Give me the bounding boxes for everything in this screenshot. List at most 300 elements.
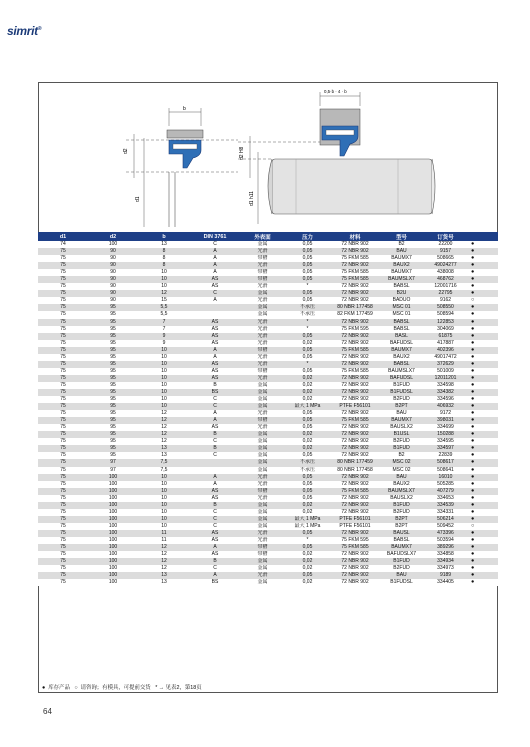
product-table-wrap (38, 232, 498, 586)
page-number: 64 (43, 707, 52, 716)
cell-pressure: 0,02 (285, 445, 330, 452)
cell-surface: 光滑 (240, 361, 285, 368)
cell-surface: 金属 (240, 431, 285, 438)
cell-d2: 100 (88, 572, 138, 579)
cell-order-no: 334596 (423, 396, 468, 403)
table-row (38, 509, 498, 516)
cell-material: 72 NBR 902 (330, 452, 380, 459)
cell-din: BS (190, 389, 240, 396)
table-row (38, 340, 498, 347)
cell-order-no: 49024277 (423, 262, 468, 269)
cell-d2: 95 (88, 368, 138, 375)
cell-d1: 75 (38, 333, 88, 340)
cell-surface: 金属 (240, 452, 285, 459)
legend-note: * → 见表2，第18页 (155, 685, 202, 691)
table-row (38, 347, 498, 354)
cell-b: 13 (138, 241, 190, 248)
cell-material: 75 FKM 585 (330, 544, 380, 551)
cell-material: 72 NBR 902 (330, 241, 380, 248)
cell-material: 72 NBR 902 (330, 297, 380, 304)
col-header-stock (468, 232, 498, 241)
cell-din: A (190, 474, 240, 481)
cell-d2: 95 (88, 396, 138, 403)
table-row (38, 248, 498, 255)
cell-surface: 金属 (240, 502, 285, 509)
cell-surface: 金属 (240, 445, 285, 452)
cell-surface: 光滑 (240, 537, 285, 544)
cell-pressure: 0,02 (285, 431, 330, 438)
cell-type: BAUMX7 (380, 269, 423, 276)
cell-pressure: 0,05 (285, 347, 330, 354)
cell-type: BAUMSLX7 (380, 488, 423, 495)
table-row (38, 304, 498, 311)
cell-d1: 75 (38, 269, 88, 276)
table-row (38, 431, 498, 438)
cell-surface: 光滑 (240, 248, 285, 255)
cell-pressure: 0,02 (285, 551, 330, 558)
cell-material: 72 NBR 902 (330, 558, 380, 565)
cell-material: 72 NBR 902 (330, 481, 380, 488)
table-row (38, 276, 498, 283)
table-row (38, 382, 498, 389)
cell-din: AS (190, 333, 240, 340)
cell-material: 72 NBR 902 (330, 354, 380, 361)
cell-d1: 75 (38, 551, 88, 558)
cell-type: BABSL (380, 537, 423, 544)
stock-open-icon: ○ (468, 523, 498, 530)
cell-order-no: 334934 (423, 558, 468, 565)
table-row (38, 474, 498, 481)
cell-d2: 95 (88, 403, 138, 410)
cell-d2: 95 (88, 319, 138, 326)
cell-pressure: 0,05 (285, 354, 330, 361)
cell-order-no: 334598 (423, 382, 468, 389)
cell-b: 12 (138, 290, 190, 297)
cell-d1: 75 (38, 262, 88, 269)
cell-d2: 95 (88, 382, 138, 389)
stock-filled-icon: ● (468, 438, 498, 445)
cell-surface: 带槽 (240, 417, 285, 424)
cell-material: 80 NBR 177459 (330, 459, 380, 466)
cell-surface: 光滑 (240, 474, 285, 481)
table-row (38, 502, 498, 509)
stock-filled-icon: ● (468, 389, 498, 396)
cell-material: 72 NBR 902 (330, 290, 380, 297)
cell-surface: 金属 (240, 523, 285, 530)
cell-d1: 75 (38, 431, 88, 438)
cell-type: B1FUDSL (380, 389, 423, 396)
cell-din (190, 304, 240, 311)
cell-order-no: 508550 (423, 304, 468, 311)
cell-order-no: 150288 (423, 431, 468, 438)
stock-filled-icon: ● (468, 495, 498, 502)
cell-b: 10 (138, 481, 190, 488)
cell-surface: 金属 (240, 382, 285, 389)
cell-d1: 75 (38, 283, 88, 290)
cell-d2: 95 (88, 417, 138, 424)
cell-d2: 90 (88, 255, 138, 262)
table-row (38, 551, 498, 558)
cell-d1: 75 (38, 481, 88, 488)
cell-d1: 75 (38, 509, 88, 516)
col-header-type: 型号 (380, 232, 423, 241)
cell-d2: 95 (88, 361, 138, 368)
cell-material: 72 NBR 902 (330, 565, 380, 572)
cell-d1: 75 (38, 248, 88, 255)
cell-b: 12 (138, 558, 190, 565)
table-row (38, 452, 498, 459)
cell-surface: 金属 (240, 241, 285, 248)
cell-material: 75 FKM 595 (330, 537, 380, 544)
cell-d1: 75 (38, 467, 88, 474)
cell-b: 8 (138, 262, 190, 269)
stock-filled-icon: ● (468, 347, 498, 354)
cell-surface: 金属 (240, 467, 285, 474)
cell-b: 12 (138, 410, 190, 417)
cell-type: BAUMX7 (380, 417, 423, 424)
cell-material: 72 NBR 902 (330, 502, 380, 509)
dim-d1-h11-label: d1 h11 (249, 191, 255, 206)
table-row (38, 565, 498, 572)
cell-din: A (190, 262, 240, 269)
cell-b: 10 (138, 509, 190, 516)
cell-pressure: 0,05 (285, 276, 330, 283)
cell-b: 10 (138, 276, 190, 283)
cell-din: AS (190, 368, 240, 375)
cell-d2: 100 (88, 509, 138, 516)
cell-order-no: 12001716 (423, 283, 468, 290)
cell-surface: 光滑 (240, 319, 285, 326)
cell-type: BAU (380, 474, 423, 481)
cell-pressure: 0,05 (285, 544, 330, 551)
cell-material: 72 NBR 902 (330, 530, 380, 537)
cell-order-no: 473396 (423, 530, 468, 537)
cell-d2: 90 (88, 248, 138, 255)
cell-type: BAFUDSL (380, 340, 423, 347)
cell-pressure: 0,05 (285, 572, 330, 579)
cell-material: 80 NBR 177458 (330, 304, 380, 311)
stock-filled-icon: ● (468, 410, 498, 417)
dim-d2-label: d2 (123, 148, 129, 154)
stock-filled-icon: ● (468, 509, 498, 516)
cell-b: 9 (138, 333, 190, 340)
cell-din: A (190, 248, 240, 255)
stock-filled-icon: ● (468, 368, 498, 375)
cell-surface: 光滑 (240, 283, 285, 290)
cell-d2: 95 (88, 347, 138, 354)
stock-filled-icon: ● (468, 467, 498, 474)
cell-surface: 金属 (240, 290, 285, 297)
cell-b: 10 (138, 495, 190, 502)
cell-pressure: 最大 1 MPa (285, 516, 330, 523)
cell-d1: 75 (38, 340, 88, 347)
cell-order-no: 468762 (423, 276, 468, 283)
cell-pressure: 0,02 (285, 579, 330, 586)
cell-type: BAUX2 (380, 262, 423, 269)
cell-d2: 95 (88, 410, 138, 417)
cell-order-no: 334597 (423, 445, 468, 452)
cell-material: 72 NBR 902 (330, 361, 380, 368)
cell-b: 10 (138, 523, 190, 530)
cell-d2: 100 (88, 474, 138, 481)
cell-material: 72 NBR 902 (330, 495, 380, 502)
cell-surface: 带槽 (240, 255, 285, 262)
stock-filled-icon: ● (468, 241, 498, 248)
cell-pressure: 0,05 (285, 333, 330, 340)
cell-type: BAU (380, 572, 423, 579)
cell-material: PTFE F56101 (330, 523, 380, 530)
stock-filled-icon: ● (468, 474, 498, 481)
cell-pressure: 0,05 (285, 530, 330, 537)
brand-logo: simrit® (7, 24, 42, 38)
cell-surface: 金属 (240, 396, 285, 403)
cell-d2: 90 (88, 297, 138, 304)
stock-filled-icon: ● (468, 361, 498, 368)
cell-material: PTFE F56101 (330, 403, 380, 410)
table-row (38, 488, 498, 495)
cell-material: 72 NBR 902 (330, 474, 380, 481)
cell-d1: 75 (38, 565, 88, 572)
cell-pressure: * (285, 361, 330, 368)
cell-material: 75 FKM 585 (330, 347, 380, 354)
cell-type: B2U (380, 290, 423, 297)
cell-type: BAU (380, 248, 423, 255)
cell-d2: 100 (88, 565, 138, 572)
stock-filled-icon: ● (42, 685, 46, 691)
cell-type: B1FUDSL (380, 579, 423, 586)
cell-din: A (190, 269, 240, 276)
cell-pressure: 0,05 (285, 290, 330, 297)
cell-b: 13 (138, 452, 190, 459)
legend-stock-text: 库存产品 (48, 685, 70, 691)
cell-order-no: 9157 (423, 248, 468, 255)
cell-d1: 75 (38, 311, 88, 318)
stock-open-icon: ○ (74, 685, 78, 691)
stock-open-icon: ○ (468, 297, 498, 304)
cell-d2: 95 (88, 333, 138, 340)
col-header-pressure: 压力 (285, 232, 330, 241)
cell-din: B (190, 431, 240, 438)
cell-order-no: 508641 (423, 467, 468, 474)
cell-pressure: 0,05 (285, 474, 330, 481)
cell-surface: 带槽 (240, 488, 285, 495)
cell-order-no: 503594 (423, 537, 468, 544)
table-row (38, 417, 498, 424)
cell-material: 72 NBR 902 (330, 509, 380, 516)
cell-b: 10 (138, 502, 190, 509)
cell-material: 75 FKM 585 (330, 488, 380, 495)
cell-pressure: 0,02 (285, 509, 330, 516)
cell-material: 72 NBR 902 (330, 262, 380, 269)
cell-type: MSC 02 (380, 459, 423, 466)
stock-filled-icon: ● (468, 283, 498, 290)
cell-order-no: 417887 (423, 340, 468, 347)
cell-material: 72 NBR 902 (330, 382, 380, 389)
cell-pressure: 不承压 (285, 304, 330, 311)
col-header-d2: d2 (88, 232, 138, 241)
cell-din: BS (190, 579, 240, 586)
stock-filled-icon: ● (468, 276, 498, 283)
cell-type: BAUX2 (380, 354, 423, 361)
cell-din: A (190, 481, 240, 488)
cell-pressure: 0,02 (285, 438, 330, 445)
cell-type: B1USL (380, 431, 423, 438)
stock-filled-icon: ● (468, 255, 498, 262)
table-row (38, 467, 498, 474)
cell-b: 10 (138, 347, 190, 354)
cell-order-no: 334382 (423, 389, 468, 396)
cell-d2: 95 (88, 340, 138, 347)
stock-filled-icon: ● (468, 572, 498, 579)
cell-d2: 100 (88, 495, 138, 502)
cell-type: BAU (380, 410, 423, 417)
col-header-surface: 外表面 (240, 232, 285, 241)
col-header-order-no: 订货号 (423, 232, 468, 241)
cell-pressure: 最大 1 MPa (285, 403, 330, 410)
cell-order-no: 501009 (423, 368, 468, 375)
cell-material: 72 NBR 902 (330, 424, 380, 431)
table-row (38, 544, 498, 551)
cell-surface: 光滑 (240, 424, 285, 431)
cell-type: BAUMSLX7 (380, 276, 423, 283)
cell-b: 7 (138, 319, 190, 326)
cell-type: B2FUD (380, 396, 423, 403)
cell-b: 10 (138, 283, 190, 290)
cell-din: AS (190, 530, 240, 537)
cell-d1: 75 (38, 410, 88, 417)
cell-surface: 光滑 (240, 481, 285, 488)
stock-filled-icon: ● (468, 403, 498, 410)
cell-b: 12 (138, 438, 190, 445)
cell-b: 12 (138, 417, 190, 424)
cell-din: AS (190, 361, 240, 368)
cell-surface: 金属 (240, 565, 285, 572)
cell-type: B2 (380, 241, 423, 248)
cell-material: PTFE F56101 (330, 516, 380, 523)
cell-d1: 75 (38, 530, 88, 537)
cell-b: 8 (138, 248, 190, 255)
cell-d1: 75 (38, 304, 88, 311)
cell-order-no: 334539 (423, 502, 468, 509)
cell-type: MSC 01 (380, 304, 423, 311)
col-header-b: b (138, 232, 190, 241)
cell-type: BAUMX7 (380, 347, 423, 354)
cell-d1: 74 (38, 241, 88, 248)
cell-type: B2FUD (380, 509, 423, 516)
seal-drawing (38, 82, 498, 227)
cell-b: 10 (138, 389, 190, 396)
cell-pressure: 0,05 (285, 424, 330, 431)
cell-d2: 100 (88, 530, 138, 537)
cell-surface: 金属 (240, 509, 285, 516)
cell-din: C (190, 509, 240, 516)
cell-din: C (190, 396, 240, 403)
cell-order-no: 304069 (423, 326, 468, 333)
cell-din: C (190, 516, 240, 523)
cell-din: B (190, 445, 240, 452)
cell-order-no: 402396 (423, 347, 468, 354)
cell-material: 72 NBR 902 (330, 431, 380, 438)
cell-b: 9 (138, 340, 190, 347)
cell-type: BAUSLX2 (380, 495, 423, 502)
stock-filled-icon: ● (468, 311, 498, 318)
stock-filled-icon: ● (468, 262, 498, 269)
cell-pressure: 0,05 (285, 417, 330, 424)
cell-pressure: 0,05 (285, 488, 330, 495)
cell-type: B2PT (380, 523, 423, 530)
stock-filled-icon: ● (468, 481, 498, 488)
table-row (38, 403, 498, 410)
stock-filled-icon: ● (468, 537, 498, 544)
cell-d2: 100 (88, 502, 138, 509)
cell-din: C (190, 565, 240, 572)
table-row (38, 530, 498, 537)
table-row (38, 495, 498, 502)
cell-b: 13 (138, 579, 190, 586)
cell-d2: 97 (88, 459, 138, 466)
cell-d1: 75 (38, 523, 88, 530)
cell-type: B2PT (380, 403, 423, 410)
cell-d1: 75 (38, 459, 88, 466)
stock-filled-icon: ● (468, 516, 498, 523)
cell-pressure: * (285, 319, 330, 326)
cell-d2: 100 (88, 537, 138, 544)
cell-surface: 金属 (240, 558, 285, 565)
cell-type: MSC 02 (380, 467, 423, 474)
cell-d1: 75 (38, 502, 88, 509)
cell-din: AS (190, 326, 240, 333)
stock-filled-icon: ● (468, 431, 498, 438)
cell-order-no: 16010 (423, 474, 468, 481)
cell-order-no: 12011201 (423, 375, 468, 382)
cell-surface: 金属 (240, 304, 285, 311)
cell-d1: 75 (38, 495, 88, 502)
cell-material: 75 FKM 585 (330, 417, 380, 424)
stock-filled-icon: ● (468, 558, 498, 565)
cell-d2: 95 (88, 445, 138, 452)
cell-order-no: 9172 (423, 410, 468, 417)
table-row (38, 319, 498, 326)
cell-pressure: 不承压 (285, 459, 330, 466)
cell-b: 7 (138, 326, 190, 333)
cell-d1: 75 (38, 424, 88, 431)
cell-din: B (190, 558, 240, 565)
cell-d1: 75 (38, 516, 88, 523)
cell-material: 75 FKM 585 (330, 269, 380, 276)
stock-filled-icon: ● (468, 565, 498, 572)
cell-surface: 光滑 (240, 410, 285, 417)
cell-din: AS (190, 488, 240, 495)
cell-d1: 75 (38, 403, 88, 410)
cell-material: 72 NBR 902 (330, 579, 380, 586)
cell-b: 13 (138, 572, 190, 579)
cell-type: MSC 01 (380, 311, 423, 318)
cell-d1: 75 (38, 438, 88, 445)
cell-d2: 100 (88, 558, 138, 565)
cell-material: 72 NBR 902 (330, 551, 380, 558)
cell-material: 75 FKM 585 (330, 368, 380, 375)
cell-surface: 带槽 (240, 544, 285, 551)
cell-b: 5,5 (138, 311, 190, 318)
cell-material: 72 NBR 902 (330, 396, 380, 403)
cell-b: 11 (138, 530, 190, 537)
table-row (38, 333, 498, 340)
stock-filled-icon: ● (468, 502, 498, 509)
table-row (38, 262, 498, 269)
cell-order-no: 22200 (423, 241, 468, 248)
cell-d1: 75 (38, 389, 88, 396)
table-row (38, 459, 498, 466)
